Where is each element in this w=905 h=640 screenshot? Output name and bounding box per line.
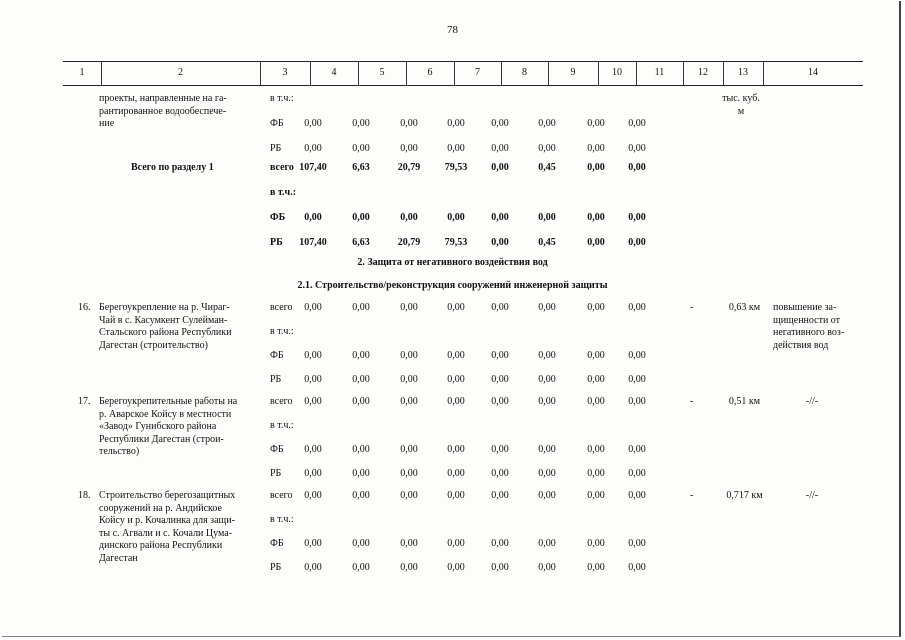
result-line: -//- [805, 490, 819, 501]
value-cell: 0,00 [352, 468, 370, 479]
value-cell: 0,00 [352, 302, 370, 313]
item-description-line: Строительство берегозащитных [99, 490, 236, 501]
value-cell: 0,00 [628, 162, 646, 173]
item-description-line: рантированное водообеспече- [99, 105, 227, 117]
value-cell: 0,00 [447, 118, 465, 129]
row-type-label: ФБ [270, 350, 284, 361]
value-cell: 0,45 [538, 162, 556, 173]
item-description-line: сооружений на р. Андийское [99, 502, 222, 514]
row-type-label: РБ [270, 468, 282, 479]
row-type-label: в т.ч.: [270, 187, 297, 198]
row-type-label: в т.ч.: [270, 326, 294, 337]
row-type-label: всего [270, 302, 293, 313]
col12-value: - [690, 490, 694, 501]
result-line: повышение за- [773, 302, 837, 313]
item-description-line: Берегоукрепительные работы на [99, 396, 238, 407]
value-cell: 0,00 [538, 302, 556, 313]
value-cell: 0,00 [628, 302, 646, 313]
value-cell: 0,00 [304, 538, 322, 549]
item-description-line: Берегоукрепление на р. Чираг- [99, 302, 230, 313]
header-col-10: 10 [612, 67, 622, 78]
value-cell: 0,00 [400, 350, 418, 361]
value-cell: 0,00 [628, 444, 646, 455]
section-title: 2. Защита от негативного воздействия вод [357, 257, 548, 268]
value-cell: 0,00 [447, 468, 465, 479]
value-cell: 0,00 [447, 212, 465, 223]
value-cell: 6,63 [352, 237, 370, 248]
item-description-line: проекты, направленные на га- [99, 93, 227, 104]
value-cell: 0,00 [352, 212, 370, 223]
item-description-line: Койсу и р. Кочалинка для защи- [99, 515, 235, 526]
row-type-label: РБ [270, 143, 282, 154]
value-cell: 0,00 [352, 374, 370, 385]
item-description-line: тельство) [99, 446, 140, 457]
value-cell: 107,40 [299, 237, 327, 248]
value-cell: 0,00 [587, 490, 605, 501]
row-type-label: всего [270, 490, 293, 501]
header-col-9: 9 [570, 67, 576, 78]
value-cell: 0,00 [587, 444, 605, 455]
row-type-label: в т.ч.: [270, 420, 294, 431]
value-cell: 0,00 [304, 143, 322, 154]
value-cell: 6,63 [352, 162, 370, 173]
value-cell: 0,00 [628, 143, 646, 154]
value-cell: 0,00 [491, 562, 509, 573]
value-cell: 79,53 [444, 162, 468, 173]
col13-value: 0,51 км [728, 396, 761, 407]
result-line: щищенности от [773, 314, 841, 326]
value-cell: 0,00 [491, 118, 509, 129]
value-cell: 0,00 [352, 396, 370, 407]
item-description-line: Стальского района Республики [99, 327, 232, 338]
value-cell: 0,00 [491, 162, 509, 173]
header-col-7: 7 [475, 67, 480, 78]
value-cell: 0,00 [491, 490, 509, 501]
row-type-label: РБ [270, 237, 283, 248]
value-cell: 0,00 [400, 444, 418, 455]
value-cell: 0,00 [587, 212, 605, 223]
value-cell: 0,00 [491, 396, 509, 407]
col12-value: - [690, 396, 694, 407]
value-cell: 0,00 [352, 118, 370, 129]
col12-value: - [690, 302, 694, 313]
value-cell: 0,00 [491, 468, 509, 479]
value-cell: 0,00 [587, 118, 605, 129]
value-cell: 0,00 [447, 490, 465, 501]
value-cell: 0,00 [400, 212, 418, 223]
row-type-label: ФБ [270, 212, 286, 223]
value-cell: 0,00 [352, 444, 370, 455]
value-cell: 0,00 [304, 350, 322, 361]
header-col-8: 8 [522, 67, 527, 78]
header-col-2: 2 [178, 67, 183, 78]
header-bottom-rule [63, 85, 863, 86]
value-cell: 0,00 [628, 237, 646, 248]
item-number: 16. [78, 302, 91, 313]
value-cell: 0,00 [400, 490, 418, 501]
header-col-11: 11 [654, 67, 665, 78]
result-line: действия вод [773, 339, 829, 351]
item-description-line: Дагестан [99, 552, 138, 564]
value-cell: 0,00 [491, 237, 509, 248]
value-cell: 0,00 [538, 468, 556, 479]
table-header [63, 61, 863, 86]
value-cell: 0,00 [587, 538, 605, 549]
value-cell: 0,00 [447, 350, 465, 361]
value-cell: 0,00 [304, 374, 322, 385]
value-cell: 0,00 [491, 350, 509, 361]
value-cell: 0,00 [538, 374, 556, 385]
value-cell: 0,00 [447, 396, 465, 407]
value-cell: 0,00 [304, 212, 322, 223]
value-cell: 0,00 [538, 490, 556, 501]
value-cell: 0,00 [400, 374, 418, 385]
value-cell: 0,00 [538, 444, 556, 455]
row-type-label: РБ [270, 374, 282, 385]
value-cell: 0,00 [628, 396, 646, 407]
value-cell: 0,00 [352, 490, 370, 501]
value-cell: 0,00 [400, 468, 418, 479]
section-total-label: Всего по разделу 1 [131, 162, 214, 173]
row-type-label: всего [270, 396, 293, 407]
value-cell: 20,79 [397, 162, 421, 173]
value-cell: 0,00 [304, 468, 322, 479]
value-cell: 0,00 [447, 374, 465, 385]
row-type-label: ФБ [270, 538, 284, 549]
row-type-label: ФБ [270, 118, 284, 129]
value-cell: 0,00 [491, 143, 509, 154]
value-cell: 79,53 [444, 237, 468, 248]
value-cell: 0,00 [304, 118, 322, 129]
value-cell: 0,00 [587, 562, 605, 573]
header-col-1: 1 [79, 67, 85, 78]
value-cell: 0,00 [628, 118, 646, 129]
result-line: -//- [805, 396, 819, 407]
value-cell: 0,00 [538, 562, 556, 573]
unit-text: тыс. куб. [722, 93, 760, 104]
value-cell: 0,00 [352, 562, 370, 573]
header-col-5: 5 [379, 67, 385, 78]
value-cell: 0,00 [538, 396, 556, 407]
header-col-14: 14 [808, 67, 818, 78]
col13-value: 0,63 км [728, 302, 761, 313]
row-type-label: ФБ [270, 444, 284, 455]
unit-text: м [737, 105, 745, 117]
value-cell: 0,00 [628, 212, 646, 223]
item-description-line: Дагестан (строительство) [99, 339, 208, 351]
value-cell: 0,00 [400, 538, 418, 549]
value-cell: 0,00 [447, 444, 465, 455]
subsection-title: 2.1. Строительство/реконструкция сооружений инженерной защиты [297, 280, 608, 291]
item-description-line: «Завод» Гунибского района [99, 421, 217, 432]
value-cell: 0,00 [491, 444, 509, 455]
value-cell: 0,00 [447, 562, 465, 573]
value-cell: 0,00 [400, 562, 418, 573]
value-cell: 0,00 [352, 538, 370, 549]
value-cell: 0,00 [628, 468, 646, 479]
value-cell: 0,00 [447, 143, 465, 154]
value-cell: 0,00 [538, 118, 556, 129]
value-cell: 0,00 [587, 468, 605, 479]
value-cell: 0,00 [400, 396, 418, 407]
item-number: 18. [78, 490, 91, 501]
row-type-label: в т.ч.: [270, 93, 294, 104]
value-cell: 0,00 [352, 143, 370, 154]
value-cell: 107,40 [299, 162, 327, 173]
value-cell: 0,00 [538, 350, 556, 361]
value-cell: 0,00 [352, 350, 370, 361]
value-cell: 0,00 [304, 444, 322, 455]
value-cell: 0,00 [587, 396, 605, 407]
value-cell: 0,00 [491, 302, 509, 313]
item-description-line: Республики Дагестан (строи- [99, 433, 224, 445]
value-cell: 0,00 [628, 538, 646, 549]
header-col-12: 12 [698, 67, 708, 78]
value-cell: 20,79 [397, 237, 421, 248]
row-type-label: РБ [270, 562, 282, 573]
row-type-label: в т.ч.: [270, 514, 294, 525]
value-cell: 0,00 [538, 538, 556, 549]
value-cell: 0,00 [491, 538, 509, 549]
value-cell: 0,00 [491, 212, 509, 223]
value-cell: 0,00 [538, 143, 556, 154]
value-cell: 0,00 [447, 538, 465, 549]
header-col-6: 6 [427, 67, 433, 78]
item-description-line: Чай в с. Касумкент Сулейман- [99, 314, 228, 326]
header-col-13: 13 [738, 67, 748, 78]
value-cell: 0,00 [587, 350, 605, 361]
value-cell: 0,00 [304, 562, 322, 573]
value-cell: 0,00 [587, 302, 605, 313]
value-cell: 0,00 [538, 212, 556, 223]
value-cell: 0,00 [587, 162, 605, 173]
row-type-label: всего [270, 162, 294, 173]
header-col-3: 3 [282, 67, 288, 78]
header-top-rule [63, 61, 863, 62]
value-cell: 0,00 [304, 490, 322, 501]
col13-value: 0,717 км [726, 490, 763, 501]
value-cell: 0,00 [587, 143, 605, 154]
item-description-line: ние [99, 118, 115, 129]
value-cell: 0,00 [628, 562, 646, 573]
value-cell: 0,00 [400, 143, 418, 154]
value-cell: 0,00 [587, 374, 605, 385]
value-cell: 0,00 [628, 490, 646, 501]
value-cell: 0,00 [447, 302, 465, 313]
value-cell: 0,00 [304, 302, 322, 313]
page-number: 78 [447, 24, 458, 36]
value-cell: 0,00 [400, 118, 418, 129]
value-cell: 0,00 [628, 374, 646, 385]
value-cell: 0,00 [400, 302, 418, 313]
item-description-line: р. Аварское Койсу в местности [99, 408, 232, 420]
value-cell: 0,00 [628, 350, 646, 361]
header-col-4: 4 [331, 67, 337, 78]
item-description-line: ты с. Агвали и с. Кочали Цума- [99, 527, 233, 539]
result-line: негативного воз- [773, 327, 845, 338]
value-cell: 0,00 [491, 374, 509, 385]
value-cell: 0,00 [304, 396, 322, 407]
value-cell: 0,45 [538, 237, 556, 248]
item-number: 17. [78, 396, 91, 407]
value-cell: 0,00 [587, 237, 605, 248]
item-description-line: динского района Республики [99, 540, 223, 551]
